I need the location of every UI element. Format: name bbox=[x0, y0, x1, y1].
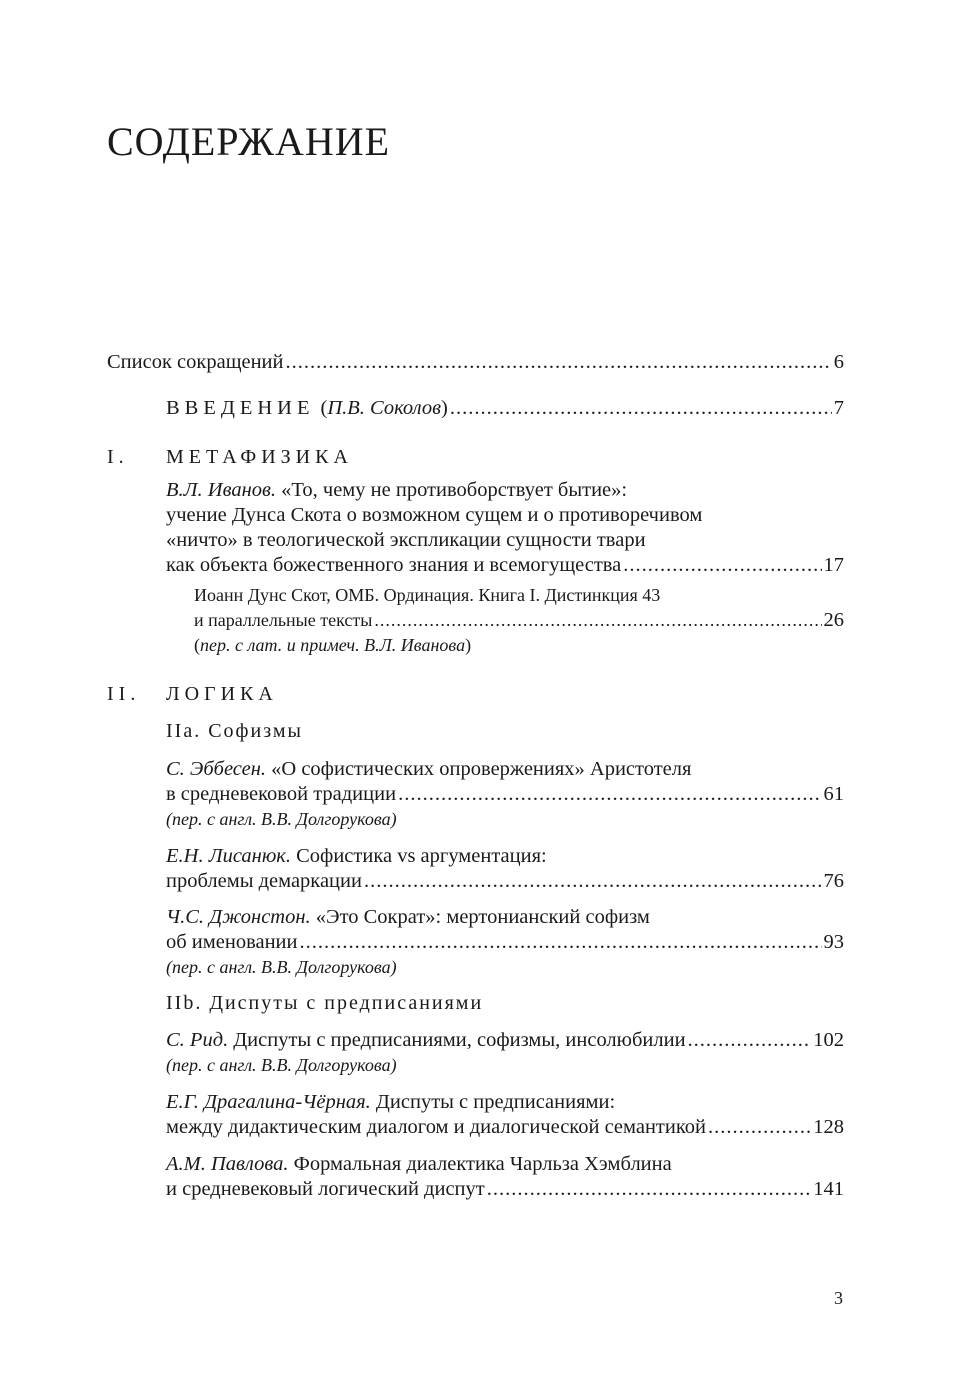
page-number: 17 bbox=[823, 554, 844, 576]
page-number: 76 bbox=[823, 870, 844, 892]
entry-author: С. Эббесен. bbox=[166, 758, 267, 780]
toc-entry-abbreviations[interactable] bbox=[107, 350, 844, 375]
page-number: 26 bbox=[823, 609, 844, 631]
translator-note: (пер. с англ. В.В. Долгорукова) bbox=[166, 1055, 397, 1075]
entry-author: Е.Г. Драгалина-Чёрная. bbox=[166, 1091, 371, 1113]
toc-entry-ivanov-line2: учение Дунса Скота о возможном сущем и о противоречивом bbox=[166, 504, 703, 526]
toc-entry-scotus-line1[interactable]: Иоанн Дунс Скот, ОМБ. Ординация. Книга I. Дистинкция 43 bbox=[194, 585, 661, 605]
section-number-1: I. bbox=[107, 446, 129, 468]
toc-entry-dragalina-line1[interactable]: Е.Г. Драгалина-Чёрная. Диспуты с предписаниями: bbox=[166, 1091, 616, 1113]
toc-entry-introduction[interactable]: ВВЕДЕНИЕ ( П.В. Соколов ) ..... 7 bbox=[166, 396, 844, 421]
page-number: 102 bbox=[813, 1029, 844, 1051]
toc-entry-scotus-line2[interactable]: и параллельные тексты ..... 26 bbox=[194, 608, 844, 633]
translator-note: (пер. с лат. и примеч. В.Л. Иванова) bbox=[194, 635, 472, 655]
section-title-logic: ЛОГИКА bbox=[166, 683, 278, 705]
entry-text: Список сокращений bbox=[107, 351, 284, 373]
translator-note: (пер. с англ. В.В. Долгорукова) bbox=[166, 809, 397, 829]
entry-author: В.Л. Иванов. bbox=[166, 479, 277, 501]
toc-entry-johnston-line2[interactable]: об именовании ..... 93 bbox=[166, 930, 844, 955]
toc-entry-pavlova-line1[interactable]: А.М. Павлова. Формальная диалектика Чарльза Хэмблина bbox=[166, 1153, 672, 1175]
intro-author: П.В. Соколов bbox=[327, 397, 441, 419]
toc-entry-ebbesen-line1[interactable]: С. Эббесен. «О софистических опровержениях» Аристотеля bbox=[166, 758, 692, 780]
toc-entry-johnston-line1[interactable]: Ч.С. Джонстон. «Это Сократ»: мертонианский софизм bbox=[166, 906, 650, 928]
entry-author: Е.Н. Лисанюк. bbox=[166, 845, 291, 867]
toc-entry-pavlova-line2[interactable]: и средневековый логический диспут ..... 141 bbox=[166, 1177, 844, 1202]
toc-entry-read[interactable]: С. Рид. Диспуты с предписаниями, софизмы, инсолюбилии ..... 102 bbox=[166, 1028, 844, 1053]
subsection-sophisms: IIa. Софизмы bbox=[166, 720, 303, 742]
page-number: 61 bbox=[823, 783, 844, 805]
toc-entry-ivanov-line3: «ничто» в теологической экспликации сущности твари bbox=[166, 529, 646, 551]
toc-entry-ivanov-line4[interactable]: как объекта божественного знания и всемогущества ..... 17 bbox=[166, 553, 844, 578]
page-number: 6 bbox=[833, 351, 844, 373]
toc-entry-dragalina-line2[interactable]: между дидактическим диалогом и диалогической семантикой ..... 128 bbox=[166, 1115, 844, 1140]
page-number: 7 bbox=[833, 397, 844, 419]
folio-page-number: 3 bbox=[834, 1288, 843, 1308]
page-title: СОДЕРЖАНИЕ bbox=[107, 119, 391, 164]
page-number: 128 bbox=[813, 1116, 844, 1138]
entry-author: С. Рид. bbox=[166, 1029, 229, 1051]
toc-entry-ivanov-line1[interactable]: В.Л. Иванов. «То, чему не противоборствует бытие»: bbox=[166, 479, 628, 501]
toc-entry-lisanyuk-line2[interactable]: проблемы демаркации ..... 76 bbox=[166, 869, 844, 894]
toc-entry-lisanyuk-line1[interactable]: Е.Н. Лисанюк. Софистика vs аргументация: bbox=[166, 845, 547, 867]
page-number: 141 bbox=[813, 1178, 844, 1200]
intro-label: ВВЕДЕНИЕ bbox=[166, 397, 315, 419]
translator-note: (пер. с англ. В.В. Долгорукова) bbox=[166, 957, 397, 977]
page-number: 93 bbox=[823, 931, 844, 953]
subsection-obligational-disputes: IIb. Диспуты с предписаниями bbox=[166, 992, 484, 1014]
toc-entry-ebbesen-line2[interactable]: в средневековой традиции ..... 61 bbox=[166, 782, 844, 807]
section-number-2: II. bbox=[107, 683, 141, 705]
entry-author: А.М. Павлова. bbox=[166, 1153, 289, 1175]
entry-author: Ч.С. Джонстон. bbox=[166, 906, 311, 928]
section-title-metaphysics: МЕТАФИЗИКА bbox=[166, 446, 353, 468]
